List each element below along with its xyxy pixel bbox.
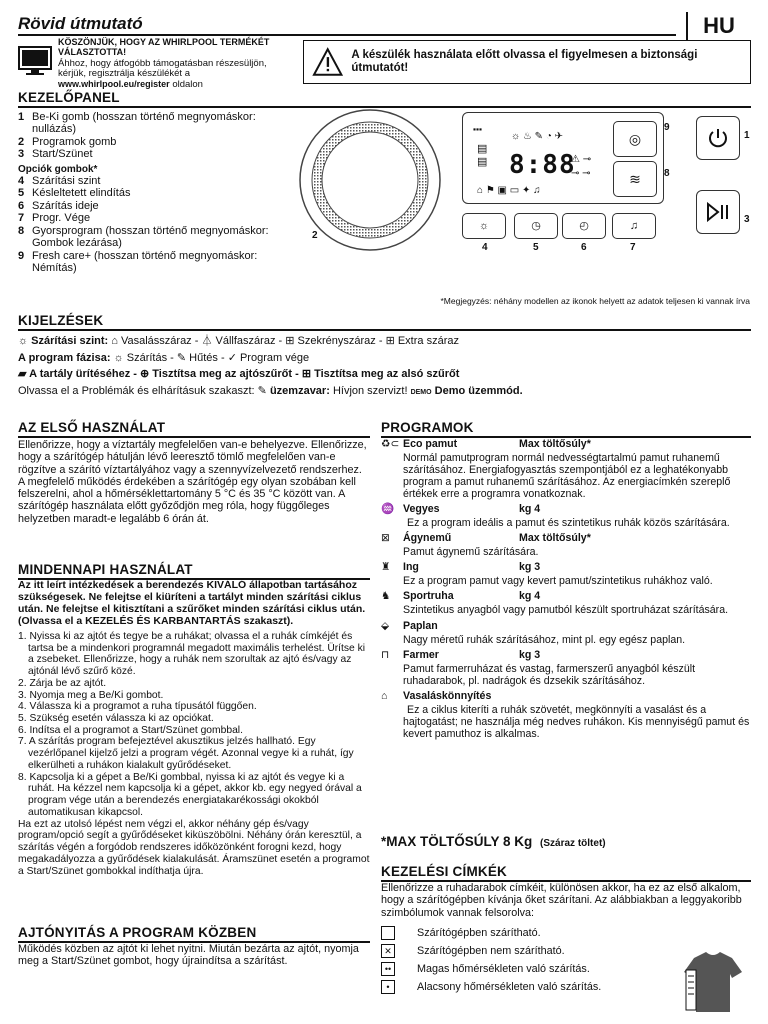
program-item: ♞ Sportruha kg 4 Szintetikus anyagból vagy pamutból készült sportruházat szárítására. xyxy=(381,590,729,617)
dry-level-indicators: ☼ ♨ ✎ ◔ ✈ xyxy=(511,131,564,142)
list-item: 2 Programok gomb xyxy=(18,135,117,148)
dry-time-button[interactable] xyxy=(562,213,606,239)
label-3: 3 xyxy=(744,214,750,225)
high-temp-icon: •• xyxy=(381,962,395,976)
control-panel-list xyxy=(18,111,290,274)
list-item: 3 Start/Szünet xyxy=(18,148,93,161)
section-control-panel: KEZELŐPANEL xyxy=(18,90,120,105)
maintenance-line: ▰ A tartály ürítéséhez - ⊕ Tisztítsa meg az ajtószűrőt - ⊞ Tisztítsa meg az alsó szűrőt xyxy=(18,368,460,380)
label-4: 4 xyxy=(482,242,488,253)
dry-level-button[interactable] xyxy=(462,213,506,239)
list-item: •• Magas hőmérsékleten való szárítás. xyxy=(381,960,681,978)
language-badge: HU xyxy=(686,12,750,40)
list-item: 4 Szárítási szint xyxy=(18,174,101,187)
fresh-care-icon: ◎ xyxy=(628,130,642,147)
label-5: 5 xyxy=(533,242,539,253)
first-use-text: Ellenőrizze, hogy a víztartály megfelelően van-e behelyezve. Ellenőrizze, hogy a szárítógép hátulján lévő leeresztő tömlő megfelelően van-e rögzítve a szárító víztartályához vagy a szennyvízelvezető rendszerhez. A megfelelő működés érdekében a szárítógép egy olyan szobában kell felszerelni, ahol a hőmérséklettartomány 5 °C és 35 °C között van. A szárítógép használata előtt győződjön meg róla, hogy függőleges helyzetben maradt-e legalább 6 órán át. xyxy=(18,439,367,525)
label-6: 6 xyxy=(581,242,587,253)
status-icons: ⚠ ⊸ ⊸ ⊸ xyxy=(571,154,592,179)
label-8: 8 xyxy=(664,168,670,179)
section-daily-use: MINDENNAPI HASZNÁLAT xyxy=(18,562,193,577)
drying-icon: ☼ xyxy=(113,351,124,364)
no-tumble-dry-icon: ✕ xyxy=(381,944,395,958)
section-rule xyxy=(18,329,751,331)
safety-warning xyxy=(303,40,751,84)
list-item: 5. Szükség esetén válassza ki az opciókat. xyxy=(18,713,214,725)
list-item: 4. Válassza ki a programot a ruha típusától függően. xyxy=(18,701,257,713)
door-opening-text: Működés közben az ajtót ki lehet nyitni. Miután bezárta az ajtót, nyomja meg a Start/Szünet gombot, hogy újraindítsa a szárítást. xyxy=(18,943,359,968)
clock-icon: ◷ xyxy=(531,219,541,232)
daily-use-steps xyxy=(18,631,370,877)
bottom-icons: ⌂ ⚑ ▣ ▭ ✦ ♫ xyxy=(477,185,541,196)
eco-icon: ♻⊂ xyxy=(381,438,400,450)
thanks-suffix: oldalon xyxy=(169,78,203,90)
list-item: 6. Indítsa el a programot a Start/Szünet gombbal. xyxy=(18,724,243,736)
tank-icon: ▰ xyxy=(18,368,27,380)
max-load-sub: (Száraz töltet) xyxy=(540,838,606,849)
wrench-icon: ✎ xyxy=(257,384,267,397)
max-load-title: *MAX TÖLTŐSÚLY 8 Kg xyxy=(381,834,533,849)
list-item: 1. Nyissa ki az ajtót és tegye be a ruhákat; olvassa el a ruhák címkéjét és tartsa be a mindenkori programnál megadott maximális terhelést. Ürítse ki a zsebeket. Ellenőrizze, hogy a ruhák nem szorultak az ajtó és/vagy az ajtónál lévő szűrő közé. xyxy=(18,630,366,678)
quick-program-button[interactable] xyxy=(613,161,657,197)
easy-iron-icon: ⌂ xyxy=(381,689,388,702)
iron-icon: ⌂ xyxy=(111,335,118,347)
program-item: ⬙ Paplan Nagy méretű ruhák szárításához, mint pl. egy egész paplan. xyxy=(381,619,686,646)
options-heading: Opciók gombok* xyxy=(18,163,98,175)
display-panel xyxy=(462,112,664,204)
label-1: 1 xyxy=(744,130,750,141)
bell-icon: ♫ xyxy=(629,219,639,232)
section-programs: PROGRAMOK xyxy=(381,420,474,435)
sun-icon: ☼ xyxy=(478,219,490,232)
care-labels-list xyxy=(381,924,681,996)
section-care-labels: KEZELÉSI CÍMKÉK xyxy=(381,864,508,879)
power-button[interactable] xyxy=(696,116,740,160)
start-pause-button[interactable] xyxy=(696,190,740,234)
section-indicators: KIJELZÉSEK xyxy=(18,313,104,328)
sport-icon: ♞ xyxy=(381,590,391,603)
footnote: *Megjegyzés: néhány modellen az ikonok helyett az adatok teljesen ki vannak írva xyxy=(440,296,750,306)
header-rule xyxy=(18,34,676,36)
hanger-icon: ⏃ xyxy=(201,335,213,347)
power-icon xyxy=(706,126,730,150)
mixed-icon: ♒ xyxy=(381,503,395,516)
program-end-button[interactable] xyxy=(612,213,656,239)
low-temp-icon: • xyxy=(381,980,395,994)
warning-icon xyxy=(312,47,343,77)
daily-use-block xyxy=(18,580,370,877)
cupboard-icon: ⊞ xyxy=(285,335,295,347)
level-bars-icon: ▤ ▤ xyxy=(477,143,488,168)
list-item: 6 Szárítás ideje xyxy=(18,199,99,212)
list-item: 7. A szárítás program befejeztével akusztikus jelzés hallható. Egy vezérlőpanel kijelző jelzi a program végét. Azonnal vegye ki a ruhát, így elkerülheti a ruhákon kialakult gyűrődéseket. xyxy=(18,736,354,771)
program-dial[interactable] xyxy=(296,106,444,254)
jeans-icon: ⊓ xyxy=(381,648,390,661)
thanks-text: Áhhoz, hogy átfogóbb támogatásban részesüljön, kérjük, regisztrálja készülékét a xyxy=(58,57,267,80)
page-title: Rövid útmutató xyxy=(18,14,143,33)
list-item: Szárítógépben szárítható. xyxy=(381,924,681,942)
list-item: 3. Nyomja meg a Be/Ki gombot. xyxy=(18,689,164,701)
end-icon: ✓ xyxy=(227,351,237,364)
shirt-icon: ♜ xyxy=(381,561,391,574)
thanks-heading: KÖSZÖNJÜK, HOGY AZ WHIRLPOOL TERMÉKÉT VÁLASZTOTTA! xyxy=(58,37,270,58)
max-load xyxy=(381,834,606,850)
sun-icon: ☼ xyxy=(18,335,29,347)
register-link[interactable]: www.whirlpool.eu/register xyxy=(58,78,170,89)
blanket-icon: ⬙ xyxy=(381,619,390,632)
label-2: 2 xyxy=(312,230,318,241)
daily-use-intro: Az itt leírt intézkedések a berendezés KIVÁLÓ állapotban tartásához szükségesek. Ne felejtse el kiüríteni a tartályt minden szárítási ciklus után. Ne felejtse el kitisztítani a szűrőket minden szárítási ciklus után. (Olvassa el a KEZELÉS ÉS KARBANTARTÁS szakaszt). xyxy=(18,579,366,627)
label-9: 9 xyxy=(664,122,670,133)
list-item: ✕ Szárítógépben nem szárítható. xyxy=(381,942,681,960)
program-item: ♜ Ing kg 3 Ez a program pamut vagy kevert pamut/szintetikus ruhákhoz való. xyxy=(381,561,713,588)
section-rule xyxy=(18,436,370,438)
list-item: 5 Késleltetett elindítás xyxy=(18,187,131,200)
tumble-dry-icon xyxy=(381,926,395,940)
label-7: 7 xyxy=(630,242,636,253)
phase-line: A program fázisa: ☼ Szárítás - ✎ Hűtés - ✓ Program vége xyxy=(18,351,310,364)
troubleshoot-line: Olvassa el a Problémák és elhárításuk szakaszt: ✎ üzemzavar: Hívjon szervizt! DEMO Demo üzemmód. xyxy=(18,384,523,397)
program-item: ♒ Vegyes kg 4 Ez a program ideális a pamut és szintetikus ruhák közös szárítására. xyxy=(381,503,730,530)
list-item: • Alacsony hőmérsékleten való szárítás. xyxy=(381,978,681,996)
tshirt-label-illustration xyxy=(680,948,746,1014)
play-pause-icon xyxy=(705,202,731,222)
indicators-block xyxy=(18,333,751,399)
dry-level-line: ☼ Szárítási szint: ⌂ Vasalásszáraz - ⏃ Vállfaszáraz - ⊞ Szekrényszáraz - ⊞ Extra száraz xyxy=(18,335,459,347)
program-item: ⌂ Vasaláskönnyítés Ez a ciklus kiteríti a ruhák szövetét, megkönnyíti a vasalást és a hajtogatást; ne használja még nedves ruhákon. Kis mennyiségű pamut és kevert pamuthoz is alkalmas. xyxy=(381,689,750,740)
demo-icon: DEMO xyxy=(410,388,432,396)
indicator-row: ▪▪▪ xyxy=(473,124,483,134)
list-item: 2. Zárja be az ajtót. xyxy=(18,677,107,689)
list-item: 9 Fresh care+ (hosszan történő megnyomáskor: Némítás) xyxy=(18,249,258,274)
lower-filter-icon: ⊞ xyxy=(301,368,312,380)
bedding-icon: ⊠ xyxy=(381,532,390,545)
list-item: 1 Be-Ki gomb (hosszan történő megnyomáskor: nullázás) xyxy=(18,111,256,136)
quick-program-icon: ≋ xyxy=(629,170,641,187)
list-item: 8 Gyorsprogram (hosszan történő megnyomáskor: Gombok lezárása) xyxy=(18,224,269,250)
monitor-icon xyxy=(18,46,52,76)
list-item: 7 Progr. Vége xyxy=(18,212,91,225)
extra-dry-icon: ⊞ xyxy=(385,335,395,347)
program-item: ⊓ Farmer kg 3 Pamut farmerruházat és vastag, farmerszerű anyagból készült ruhadarabok, pl. nadrágok és dzsekik szárításához. xyxy=(381,648,696,687)
care-labels-text: Ellenőrizze a ruhadarabok címkéit, különösen akkor, ha ez az első alkalom, hogy a szárítógépben kívánja őket szárítani. Az alábbiakban a leggyakoribb szimbólumok vannak felsorolva: xyxy=(381,882,742,919)
thanks-block xyxy=(18,38,288,90)
cooling-icon: ✎ xyxy=(176,351,187,364)
programs-list xyxy=(381,438,751,740)
program-item: ♻⊂ Eco pamut Max töltősúly* Normál pamutprogram normál nedvességtartalmú pamut ruhanemű szárításához. Energiafogyasztás szempontjából ez a leghatékonyabb program a pamut ruhanemű szárításához. Az energiacímkén szereplő értékek erre a programra vonatkoznak. xyxy=(381,438,731,501)
filter-icon: ⊕ xyxy=(139,368,150,380)
delay-start-button[interactable] xyxy=(514,213,558,239)
timer-icon: ◴ xyxy=(579,219,589,232)
program-item: ⊠ Ágynemű Max töltősúly* Pamut ágynemű szárítására. xyxy=(381,532,591,559)
section-first-use: AZ ELSŐ HASZNÁLAT xyxy=(18,420,166,435)
digit-display: 8:88 xyxy=(509,150,576,180)
daily-use-tail: Ha ezt az utolsó lépést nem végzi el, akkor néhány gép és/vagy program/opció segít a gyűrődéseket kiküszöbölni. Néhány órán keresztül, a szárítás végén a forgódob rendszeres időközönként forogni kezd, hogy megakadályozza a gyűrődések kialakulását. Áramszünet esetén a programot a Start/Szünet gombokkal indíthatja újra. xyxy=(18,818,370,877)
section-door-opening: AJTÓNYITÁS A PROGRAM KÖZBEN xyxy=(18,925,257,940)
warning-text: A készülék használata előtt olvassa el figyelmesen a biztonsági útmutatót! xyxy=(351,48,698,74)
fresh-care-button[interactable] xyxy=(613,121,657,157)
list-item: 8. Kapcsolja ki a gépet a Be/Ki gombbal, nyissa ki az ajtót és vegye ki a ruhát. Ha kézzel nem kapcsolja ki a gépet, akkor kb. egy negyed órával a program vége után a berendezés energiatakarékossági okokból automatikusan kikapcsol. xyxy=(18,771,362,818)
